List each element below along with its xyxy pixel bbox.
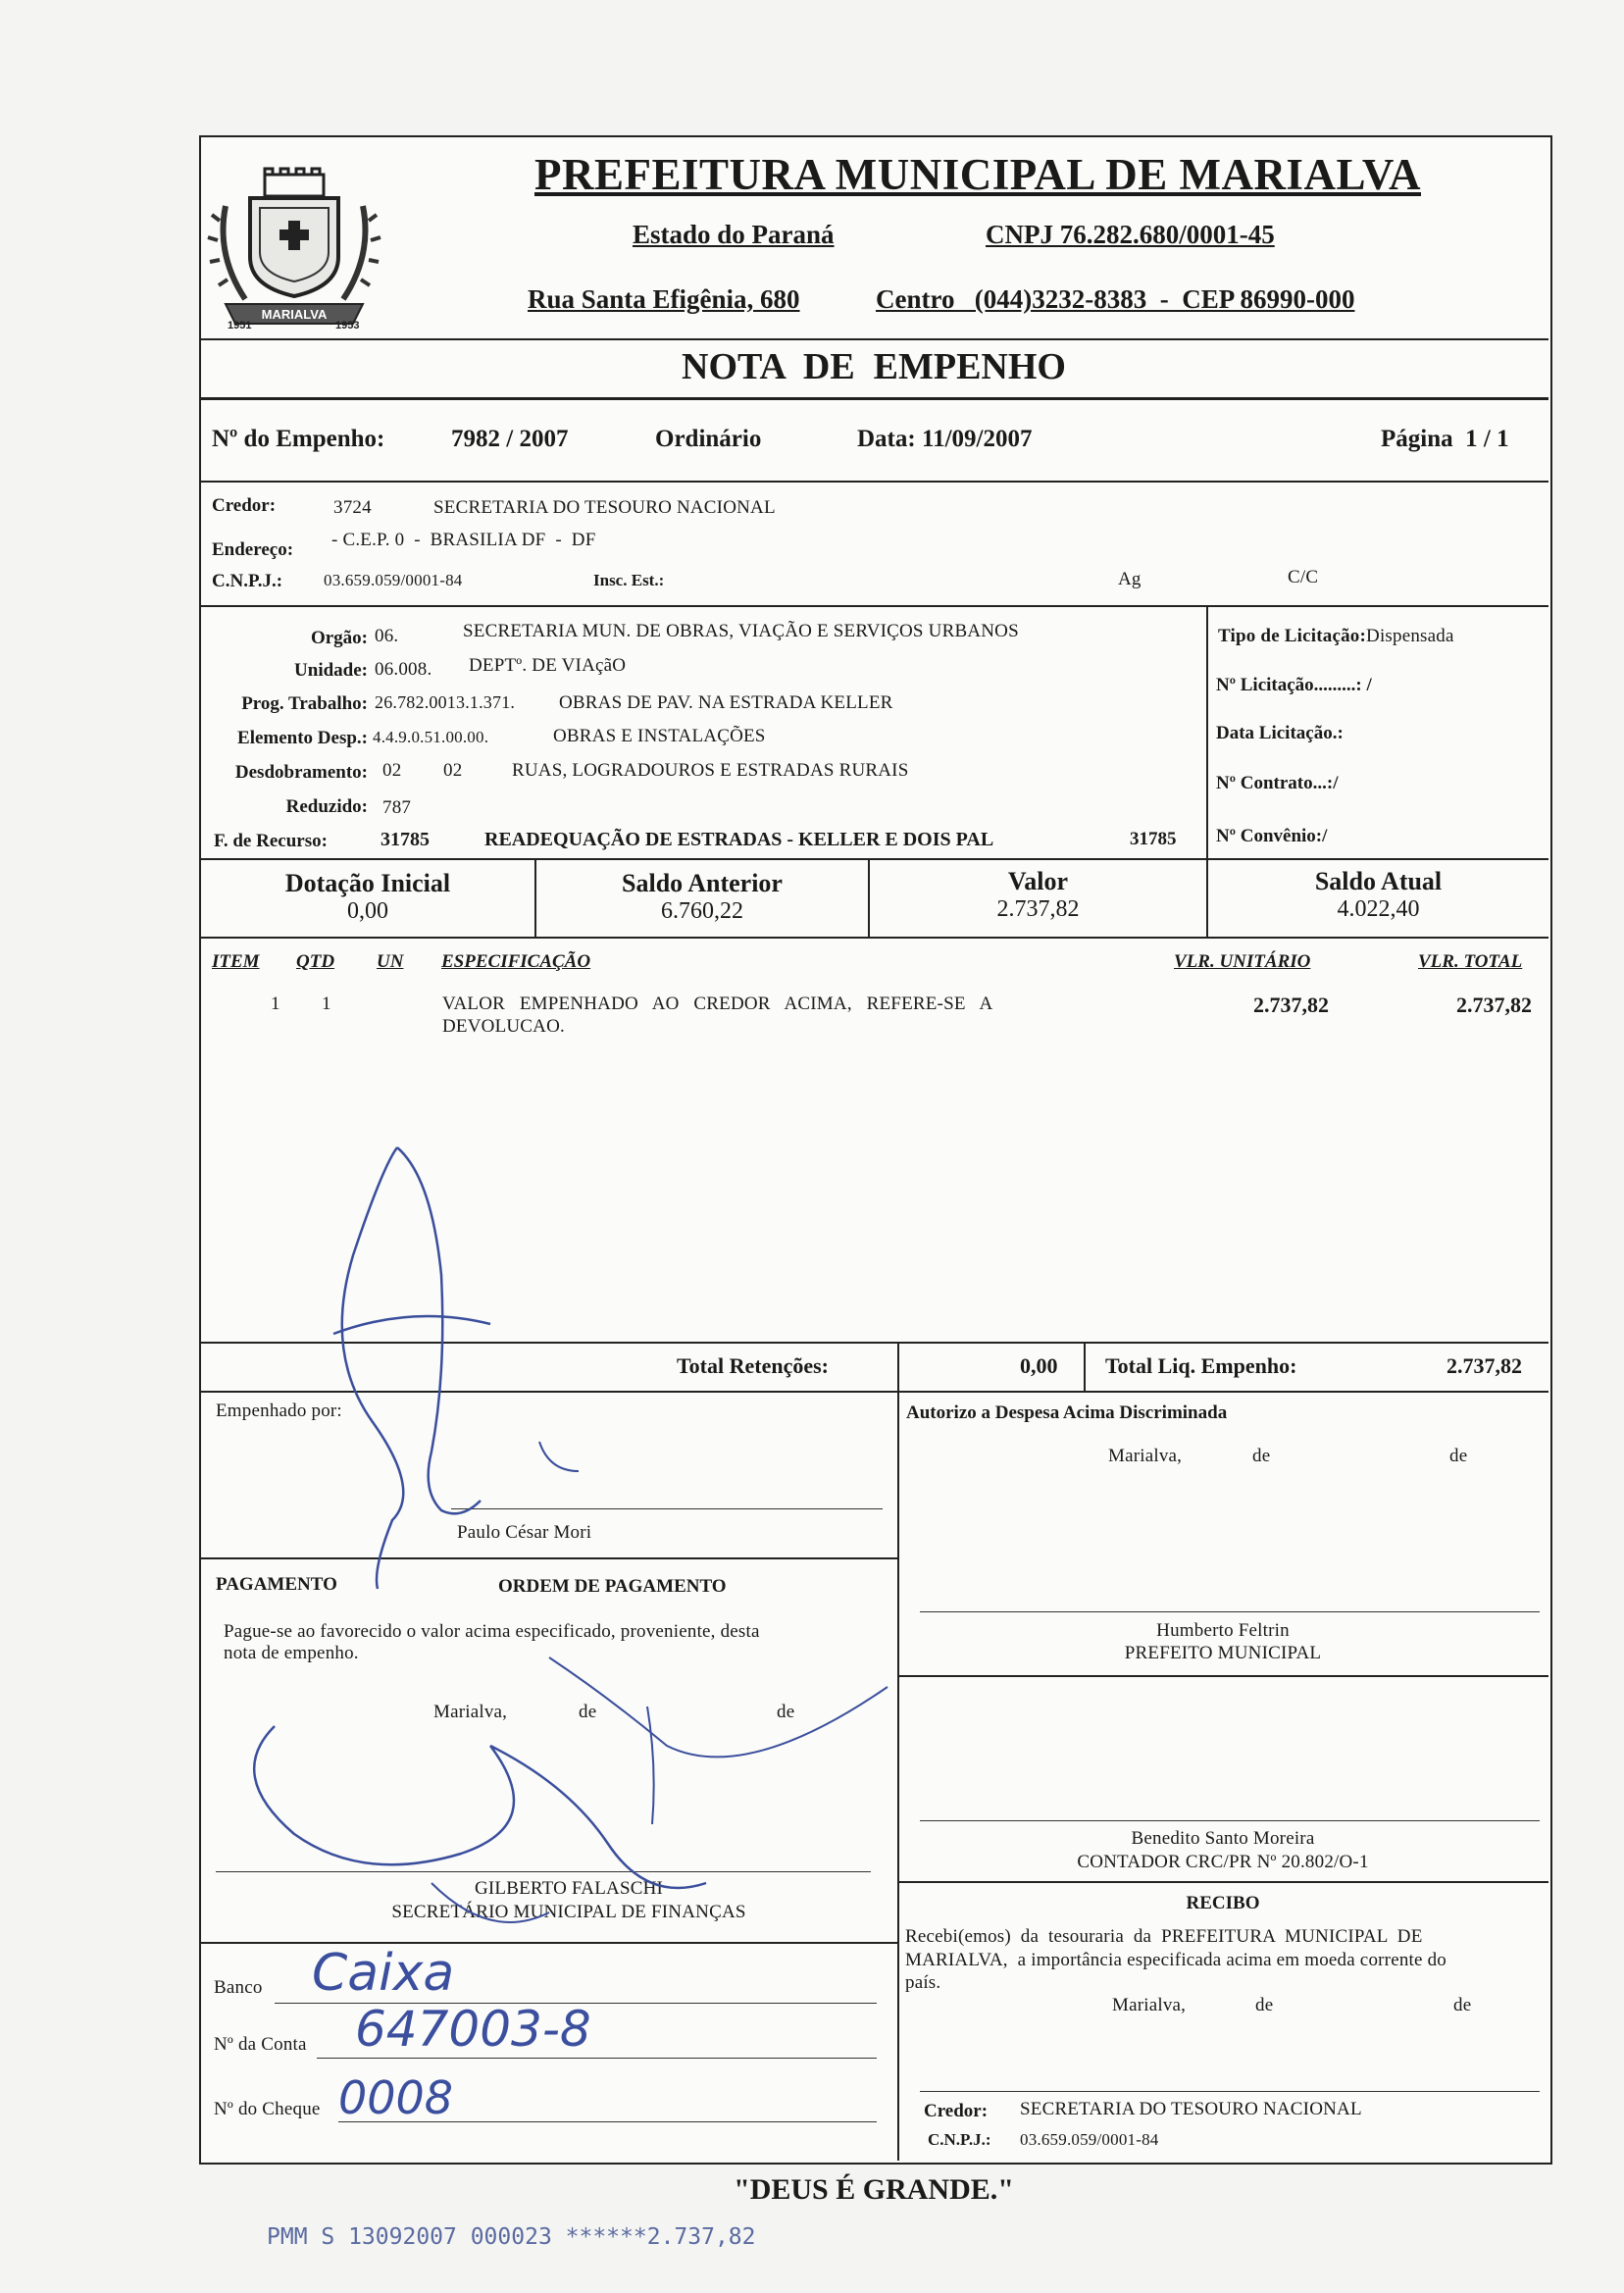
autorizo-title: Autorizo a Despesa Acima Discriminada (906, 1402, 1228, 1423)
items-header-qtd: QTD (296, 951, 335, 972)
valor-box (870, 867, 1206, 923)
numero-licitacao: Nº Licitação.........: / (1216, 675, 1372, 695)
dotacao-inicial-value: 0,00 (347, 898, 388, 924)
recibo-line3: país. (905, 1972, 941, 1993)
fonte-recurso-code: 31785 (381, 829, 430, 850)
saldo-atual-box (1208, 867, 1548, 923)
tipo-licitacao-value: Dispensada (1366, 626, 1454, 646)
cnpj-credor-value: 03.659.059/0001-84 (324, 571, 463, 589)
valor-value: 2.737,82 (996, 896, 1080, 922)
credor-label: Credor: (212, 495, 277, 516)
desdobramento-code-2: 02 (443, 760, 463, 781)
elemento-desp-name: OBRAS E INSTALAÇÕES (553, 726, 766, 746)
items-header-unit: VLR. UNITÁRIO (1174, 951, 1311, 972)
recibo-cnpj-value: 03.659.059/0001-84 (1020, 2130, 1159, 2149)
pagamento-de-2: de (777, 1702, 795, 1722)
unidade-label: Unidade: (294, 660, 368, 681)
prog-trabalho-code: 26.782.0013.1.371. (375, 692, 516, 712)
total-retencoes-label: Total Retenções: (677, 1353, 829, 1378)
handwritten-signature-mark (196, 1079, 922, 1962)
cnpj-label: CNPJ 76.282.680/0001-45 (986, 220, 1275, 249)
orgao-name: SECRETARIA MUN. DE OBRAS, VIAÇÃO E SERVIÇOS URBANOS (463, 621, 1019, 641)
items-header-spec: ESPECIFICAÇÃO (441, 951, 591, 972)
pagamento-text-line1: Pague-se ao favorecido o valor acima especificado, proveniente, desta (224, 1621, 760, 1642)
conta-corrente-label: C/C (1288, 567, 1319, 587)
autorizo-de-2: de (1449, 1446, 1468, 1466)
empenho-number: 7982 / 2007 (451, 426, 569, 452)
orgao-code: 06. (375, 626, 399, 646)
svg-text:MARIALVA: MARIALVA (261, 307, 328, 322)
reduzido-label: Reduzido: (285, 796, 368, 817)
prefeito-name: Humberto Feltrin (1156, 1620, 1290, 1641)
recibo-line1: Recebi(emos) da tesouraria da PREFEITURA MUNICIPAL DE (905, 1926, 1423, 1947)
fonte-recurso-label: F. de Recurso: (214, 831, 328, 851)
street-label: Rua Santa Efigênia, 680 (528, 284, 800, 314)
empenho-type: Ordinário (655, 426, 762, 452)
items-header-item: ITEM (212, 951, 260, 972)
prog-trabalho-label: Prog. Trabalho: (241, 693, 368, 714)
pagamento-city: Marialva, (433, 1702, 508, 1722)
pagamento-text-line2: nota de empenho. (224, 1643, 359, 1663)
numero-contrato: Nº Contrato...:/ (1216, 773, 1339, 793)
empenhado-por-label: Empenhado por: (216, 1401, 342, 1421)
saldo-anterior-box (536, 869, 868, 925)
orgao-label: Orgão: (310, 628, 368, 648)
recibo-title: RECIBO (1186, 1893, 1260, 1913)
motto: "DEUS É GRANDE." (734, 2173, 1014, 2206)
recibo-credor-value: SECRETARIA DO TESOURO NACIONAL (1020, 2099, 1362, 2119)
agencia-label: Ag (1118, 569, 1142, 589)
row-item: 1 (271, 994, 280, 1014)
items-header-total: VLR. TOTAL (1418, 951, 1523, 972)
svg-text:1953: 1953 (335, 320, 360, 331)
state-label: Estado do Paraná (633, 220, 835, 249)
reduzido-value: 787 (382, 797, 412, 818)
recibo-line2: MARIALVA, a importância especificada acima em moeda corrente do (905, 1950, 1446, 1970)
conta-value: 647003-8 (355, 2001, 591, 2058)
saldo-anterior-value: 6.760,22 (661, 898, 743, 924)
row-spec-line1: VALOR EMPENHADO AO CREDOR ACIMA, REFERE-SE A (442, 994, 993, 1014)
insc-est-label: Insc. Est.: (593, 571, 665, 589)
credor-code: 3724 (333, 497, 372, 518)
address-rest: Centro (044)3232-8383 - CEP 86990-000 (876, 284, 1355, 314)
row-spec-line2: DEVOLUCAO. (442, 1016, 565, 1037)
total-liquido-label: Total Liq. Empenho: (1105, 1353, 1297, 1378)
elemento-desp-label: Elemento Desp.: (237, 728, 368, 748)
valor-label: Valor (1007, 867, 1069, 895)
cheque-value: 0008 (338, 2071, 454, 2124)
dotacao-inicial-box (201, 869, 534, 925)
items-header-un: UN (377, 951, 404, 972)
saldo-atual-value: 4.022,40 (1337, 896, 1420, 922)
elemento-desp-code: 4.4.9.0.51.00.00. (373, 728, 489, 746)
total-liquido-value: 2.737,82 (1446, 1353, 1522, 1378)
contador-name: Benedito Santo Moreira (1131, 1828, 1315, 1849)
endereco-label: Endereço: (212, 539, 294, 560)
municipal-crest (206, 167, 382, 338)
contador-role: CONTADOR CRC/PR Nº 20.802/O-1 (1077, 1852, 1369, 1872)
empenho-date: Data: 11/09/2007 (857, 426, 1033, 452)
page-number: Página 1 / 1 (1381, 426, 1509, 452)
cheque-label: Nº do Cheque (214, 2099, 321, 2119)
ordem-pagamento-title: ORDEM DE PAGAMENTO (498, 1576, 727, 1597)
recibo-de-1: de (1255, 1995, 1274, 2015)
row-qtd: 1 (322, 994, 331, 1014)
recibo-cnpj-label: C.N.P.J.: (928, 2130, 991, 2149)
fonte-recurso-code-2: 31785 (1130, 829, 1177, 849)
saldo-anterior-label: Saldo Anterior (622, 869, 783, 897)
fonte-recurso-name: READEQUAÇÃO DE ESTRADAS - KELLER E DOIS PAL (484, 829, 994, 850)
desdobramento-code-1: 02 (382, 760, 402, 781)
table-row (199, 991, 1548, 1049)
secretario-role: SECRETÁRIO MUNICIPAL DE FINANÇAS (391, 1902, 746, 1922)
numero-convenio: Nº Convênio:/ (1216, 826, 1328, 846)
data-licitacao: Data Licitação.: (1216, 723, 1344, 743)
autorizo-de-1: de (1252, 1446, 1271, 1466)
pagamento-de-1: de (579, 1702, 597, 1722)
saldo-atual-label: Saldo Atual (1314, 867, 1443, 895)
desdobramento-label: Desdobramento: (234, 762, 368, 783)
row-unit-value: 2.737,82 (1253, 993, 1329, 1017)
pagamento-title: PAGAMENTO (216, 1574, 337, 1595)
autorizo-city: Marialva, (1108, 1446, 1183, 1466)
unidade-name: DEPTº. DE VIAçãO (469, 655, 627, 676)
empenho-label: Nº do Empenho: (212, 426, 385, 452)
crest-icon (206, 167, 382, 338)
prefeitura-title: PREFEITURA MUNICIPAL DE MARIALVA (534, 150, 1422, 199)
desdobramento-name: RUAS, LOGRADOUROS E ESTRADAS RURAIS (512, 760, 909, 781)
empenhado-por-name: Paulo César Mori (457, 1522, 592, 1543)
recibo-city: Marialva, (1112, 1995, 1187, 2015)
credor-name: SECRETARIA DO TESOURO NACIONAL (433, 497, 776, 518)
dotacao-inicial-label: Dotação Inicial (284, 869, 451, 897)
banco-value: Caixa (312, 1944, 455, 2003)
tipo-licitacao-label: Tipo de Licitação: (1218, 626, 1367, 646)
prefeito-role: PREFEITO MUNICIPAL (1124, 1643, 1322, 1663)
row-total-value: 2.737,82 (1456, 993, 1532, 1017)
document-title: NOTA DE EMPENHO (682, 346, 1066, 387)
cnpj-credor-label: C.N.P.J.: (212, 571, 283, 591)
banco-label: Banco (214, 1977, 263, 1998)
recibo-credor-label: Credor: (924, 2101, 989, 2121)
svg-text:1951: 1951 (228, 320, 252, 331)
conta-label: Nº da Conta (214, 2034, 307, 2055)
tipo-licitacao (1218, 626, 1454, 647)
secretario-name: GILBERTO FALASCHI (474, 1878, 664, 1899)
prog-trabalho-name: OBRAS DE PAV. NA ESTRADA KELLER (559, 692, 893, 713)
unidade-code: 06.008. (375, 659, 432, 680)
payment-stamp: PMM S 13092007 000023 ******2.737,82 (267, 2224, 756, 2250)
total-retencoes-value: 0,00 (1020, 1353, 1058, 1378)
recibo-de-2: de (1453, 1995, 1472, 2015)
endereco-value: - C.E.P. 0 - BRASILIA DF - DF (331, 530, 596, 550)
